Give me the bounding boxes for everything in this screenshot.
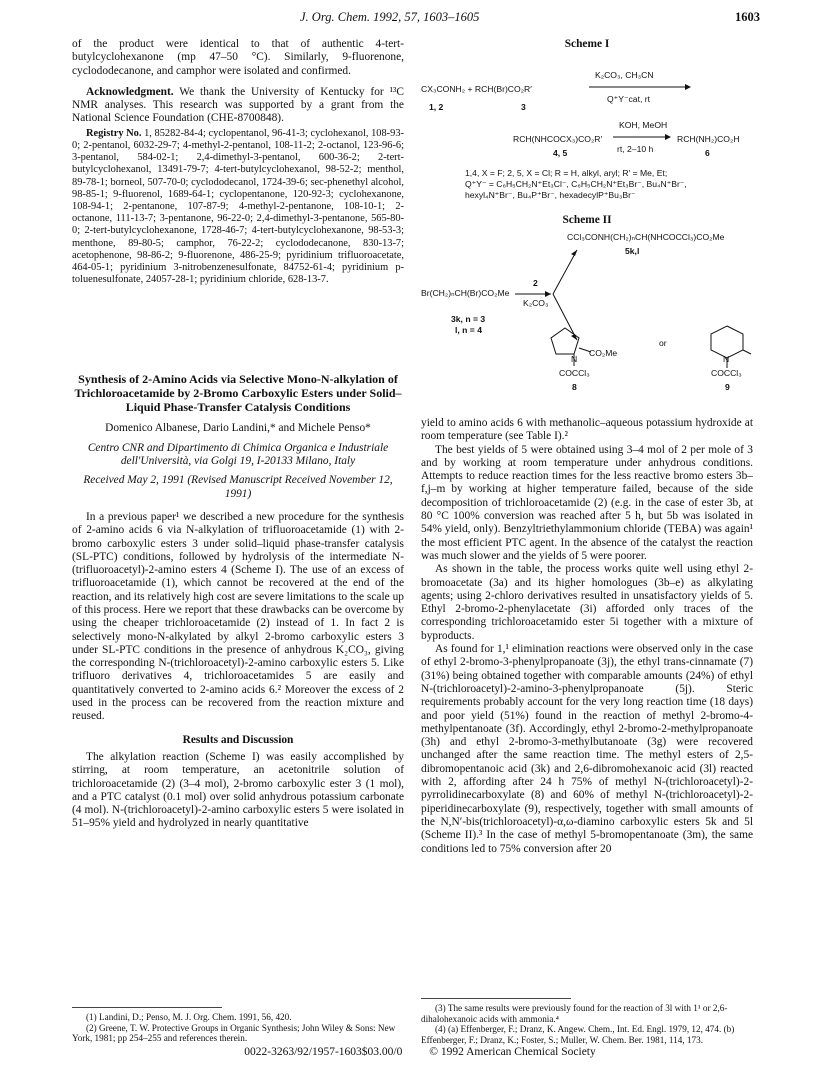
results-heading: Results and Discussion (182, 733, 294, 746)
arrow-head (545, 291, 551, 297)
page-footer (200, 1046, 640, 1058)
journal-citation: J. Org. Chem. 1992, 57, 1603–1605 (300, 10, 480, 24)
registry-label: Registry No. (86, 127, 142, 139)
scheme-1 (421, 38, 753, 200)
schemes-block (421, 38, 753, 423)
arrow-head (571, 250, 577, 256)
footnote-4: (4) (a) Effenberger, F.; Dranz, K. Angew. Chem., Int. Ed. Engl. 1979, 12, 474. (b) Effenberger, F.; Dranz, K.; Foster, S.; Muller, W. Chem. Ber. 1981, 114, 173. (421, 1024, 735, 1045)
results-paragraph: The alkylation reaction (Scheme I) was easily accomplished by stirring, at room temperature, an acetonitrile solution of trichloroacetamide (2) (3–4 mol), 2-bromo carboxylic ester 3 (1 mol), and a PTC catalyst (0.1 mol) over solid anhydrous potassium carbonate (4 mol). N-(trichloroacetyl)-2-amino carboxylic esters 5 were isolated in 51–95% yield and hydrolyzed in nearly quantitative (72, 750, 404, 830)
label-3: 3 (521, 102, 526, 112)
scheme-2-title: Scheme II (562, 214, 612, 226)
scheme1-product: RCH(NH₂)CO₂H (677, 134, 740, 144)
footnote-3: (3) The same results were previously found for the reaction of 3l with 1¹ or 2,6-dihalohexanoic acids with ammonia.⁴ (421, 1003, 728, 1024)
received-dates: Received May 2, 1991 (Revised Manuscript Received November 12, 1991) (83, 474, 393, 500)
label-3l: l, n = 4 (455, 325, 482, 335)
scheme1-conditions-2a: KOH, MeOH (619, 120, 668, 130)
article-title: Synthesis of 2-Amino Acids via Selective Mono-N-alkylation of Trichloroacetamide by 2-Bromo Carboxylic Esters under Solid–Liquid Phase-Transfer Catalysis Conditions (74, 372, 402, 415)
acknowledgment-text: We thank the University of Kentucky for ¹³C NMR analyses. This research was supported by a grant from the National Science Foundation (CHE-8700848). (72, 85, 404, 125)
scheme1-reactants: CX₃CONH₂ + RCH(Br)CO₂R′ (421, 84, 532, 94)
acyl-group-8: COCCl₃ (559, 368, 590, 378)
article-authors: Domenico Albanese, Dario Landini,* and Michele Penso* (105, 422, 371, 435)
right-footnotes (421, 991, 753, 1045)
ester-group-8: CO₂Me (589, 348, 618, 358)
pyrrolidine-ring (551, 328, 579, 354)
label-1-2: 1, 2 (429, 102, 444, 112)
scheme1-intermediate: RCH(NHCOCX₃)CO₂R′ (513, 134, 603, 144)
label-5kl: 5k,l (625, 246, 640, 256)
scheme1-conditions-1a: K₂CO₃, CH₃CN (595, 70, 654, 80)
footnote-rule (72, 1007, 222, 1008)
label-6: 6 (705, 148, 710, 158)
footnote-1: (1) Landini, D.; Penso, M. J. Org. Chem. 1991, 56, 420. (86, 1012, 292, 1022)
right-paragraph-1: yield to amino acids 6 with methanolic–aqueous potassium hydroxide at room temperature (see Table I).² (421, 417, 753, 443)
bond-line (553, 250, 577, 294)
label-9: 9 (725, 382, 730, 392)
left-footnotes (72, 1000, 404, 1044)
running-header (0, 8, 820, 28)
scheme2-reagent-k2co3: K₂CO₃ (523, 298, 549, 308)
scheme1-note-2: Q⁺Y⁻ = C₆H₅CH₂N⁺Et₃Cl⁻, C₆H₅CH₂N⁺Et₃Br⁻, Bu₄N⁺Br⁻, (465, 179, 687, 189)
right-paragraph-2: The best yields of 5 were obtained using 3–4 mol of 2 per mole of 3 and by working at room temperature under anhydrous conditions. Attempts to reduce reaction times for the less reactive bromo esters 3b–f,j–m by working at higher temperature failed, because of the side decomposition of trichloroacetamide (2) (e.g. in the case of ester 3b, at 80 °C 100% conversion was reached after 5 h, but 5b was isolated in 54% yield, only). Benzyltriethylammonium chloride (TEBA) was again¹ the most efficient PTC agent. In the absence of the catalyst the reaction was much slower and the yields of 5 were poorer. (421, 443, 753, 562)
article-affiliation: Centro CNR and Dipartimento di Chimica Organica e Industriale dell'Università, via Golgi 19, I-20133 Milano, Italy (87, 441, 389, 468)
label-3k: 3k, n = 3 (451, 314, 486, 324)
scheme2-or: or (659, 338, 667, 348)
left-column (72, 38, 404, 831)
scheme2-product-5kl: CCl₃CONH(CH₂)ₙCH(NHCOCCl₃)CO₂Me (567, 232, 725, 242)
scheme2-reactant: Br(CH₂)ₙCH(Br)CO₂Me (421, 288, 510, 298)
footnote-rule (421, 998, 571, 999)
bond-line (743, 350, 751, 354)
carryover-paragraph: of the product were identical to that of authentic 4-tert-butylcyclohexanone (mp 47–50 °C). Similarly, 9-fluorenone, cyclododecanone, and camphor were isolated and confirmed. (72, 38, 404, 77)
nitrogen-atom-8: N (571, 354, 578, 364)
acknowledgment-label: Acknowledgment. (86, 85, 174, 98)
intro-paragraph: In a previous paper¹ we described a new procedure for the synthesis of 2-amino acids 6 via N-alkylation of trifluoroacetamide (1) with 2-bromo carboxylic esters 3 under solid–liquid phase-transfer catalysis (SL-PTC) conditions, followed by hydrolysis of the intermediate N-(trifluoroacetyl)-2-amino esters 4 (Scheme I). The use of an excess of trifluoroacetamide (1), which cannot be recovered at the end of the reaction, and its relatively high cost are severe limitations to the scale up of this process. Here we report that these drawbacks can be overcome by using the cheaper trichloroacetamide (2) instead of 1. In fact 2 is selectively mono-N-alkylated by alkyl 2-bromo carboxylic esters 3 under SL-PTC conditions in the presence of anhydrous K₂CO₃, giving the corresponding N-(trichloroacetyl)-2-amino carboxylic esters 5. Like trifluoro derivatives 4, trichloroacetamides 5 are easily and quantitatively converted to 2-amino acids 6.² Moreover the excess of 2 used in the process can be recovered from the reaction mixture and reused. (72, 510, 404, 723)
label-8: 8 (572, 382, 577, 392)
nitrogen-atom-9: N (723, 354, 730, 364)
scheme-1-title: Scheme I (564, 38, 610, 50)
footnote-2: (2) Greene, T. W. Protective Groups in Organic Synthesis; John Wiley & Sons: New York, 1981; pp 254–255 and references therein. (72, 1022, 396, 1044)
bond-line (553, 294, 577, 340)
right-paragraph-4: As found for 1,¹ elimination reactions were observed only in the case of ethyl 2-bromo-3-phenylpropanoate (3j), the ethyl trans-cinnamate (7) (31%) being obtained together with comparable amounts (24%) of ethyl N-(trichloroacetyl)-2-amino-3-phenylpropanoate (5j). Steric requirements probably account for the very long reaction time (18 days) and poor yield (51%) found in the reaction of methyl 2-bromo-4-methylpentanoate (3f). Accordingly, ethyl 2-bromo-2-methylpropanoate (3h) and ethyl 2-bromo-3-methylbutanoate (3g) were recovered unchanged after the same reaction time. The methyl esters of 2,5-dibromopentanoic acid (3k) and 2,6-dibromohexanoic acid (3l) reacted with 2, affording after 24 h 75% of methyl N-(trichloroacetyl)-2-pyrrolidinecarboxylate (8) and 60% of methyl N-(trichloroacetyl)-2-piperidinecarboxylate (9), respectively, together with small amounts of the N,N′-bis(trichloroacetyl)-α,ω-diamino carboxylic esters 5k and 5l (Scheme II).³ In the case of methyl 5-bromopentanoate (3m), the same conditions led to 75% conversion after 20 (421, 643, 753, 855)
reaction-arrow-2 (611, 132, 671, 142)
right-paragraph-3: As shown in the table, the process works quite well using ethyl 2-bromoacetate (3a) and its higher homologues (3b–e) as alkylating agents; using 2-chloro derivatives resulted in unsatisfactory yields of 5. Ethyl 2-bromo-2-phenylacetate (3i) afforded only traces of the corresponding trichloroacetamido ester 5i together with a mixture of byproducts. (421, 563, 753, 642)
page-number: 1603 (735, 10, 760, 24)
article-code: 0022-3263/92/1957-1603$03.00/0 (244, 1046, 403, 1058)
registry-numbers (72, 128, 404, 287)
scheme1-conditions-2b: rt, 2–10 h (617, 144, 654, 154)
right-column (421, 417, 753, 856)
scheme-2 (421, 228, 753, 418)
scheme1-note-3: hexyl₄N⁺Br⁻, Bu₄P⁺Br⁻, hexadecylP⁺Bu₃Br⁻ (465, 190, 636, 200)
scheme2-reagent-2: 2 (533, 278, 538, 288)
registry-text: 1, 85282-84-4; cyclopentanol, 96-41-3; cyclohexanol, 108-93-0; 2-pentanol, 6032-29-7; 4-methyl-2-pentanol, 108-11-2; 2-octanol, 123-96-6; 3-pentanol, 584-02-1; 2,4-dimethyl-3-pentanol, 600-36-2; 2-tert-butylcyclohexanol, 13491-79-7; 4-tert-butylcyclohexanol, 98-52-2; menthol, 89-78-1; borneol, 507-70-0; cyclododecanol, 1724-39-6; sec-phenethyl alcohol, 98-85-1; 9-fluorenol, 1689-64-1; cyclopentanone, 120-92-3; cyclohexanone, 108-94-1; 2-pentanone, 107-87-9; 4-methyl-2-pentanone, 108-10-1; 2-octanone, 111-13-7; 3-pentanone, 96-22-0; 2,4-dimethyl-3-pentanone, 565-80-0; 2-tert-butylcyclohexanone, 1728-46-7; 4-tert-butylcyclohexanone, 98-53-3; menthone, 89-80-5; camphor, 76-22-2; cyclododecanone, 830-13-7; acetophenone, 98-86-2; 9-fluorenone, 486-25-9; pyridinium trifluoroacetate, 464-05-1; pyridinium 3-nitrobenzenesulfonate, 84752-61-4; pyridinium p-toluenesulfonate, 24057-28-1; pyridinium chloride, 628-13-7. (72, 127, 404, 286)
acyl-group-9: COCCl₃ (711, 368, 742, 378)
scheme1-conditions-1b: Q⁺Y⁻cat, rt (607, 94, 650, 104)
reaction-arrow-1 (587, 82, 691, 92)
acknowledgment (72, 86, 404, 126)
scheme1-note-1: 1,4, X = F; 2, 5, X = Cl; R = H, alkyl, aryl; R′ = Me, Et; (465, 168, 668, 178)
copyright: © 1992 American Chemical Society (429, 1046, 596, 1058)
label-4-5: 4, 5 (553, 148, 568, 158)
